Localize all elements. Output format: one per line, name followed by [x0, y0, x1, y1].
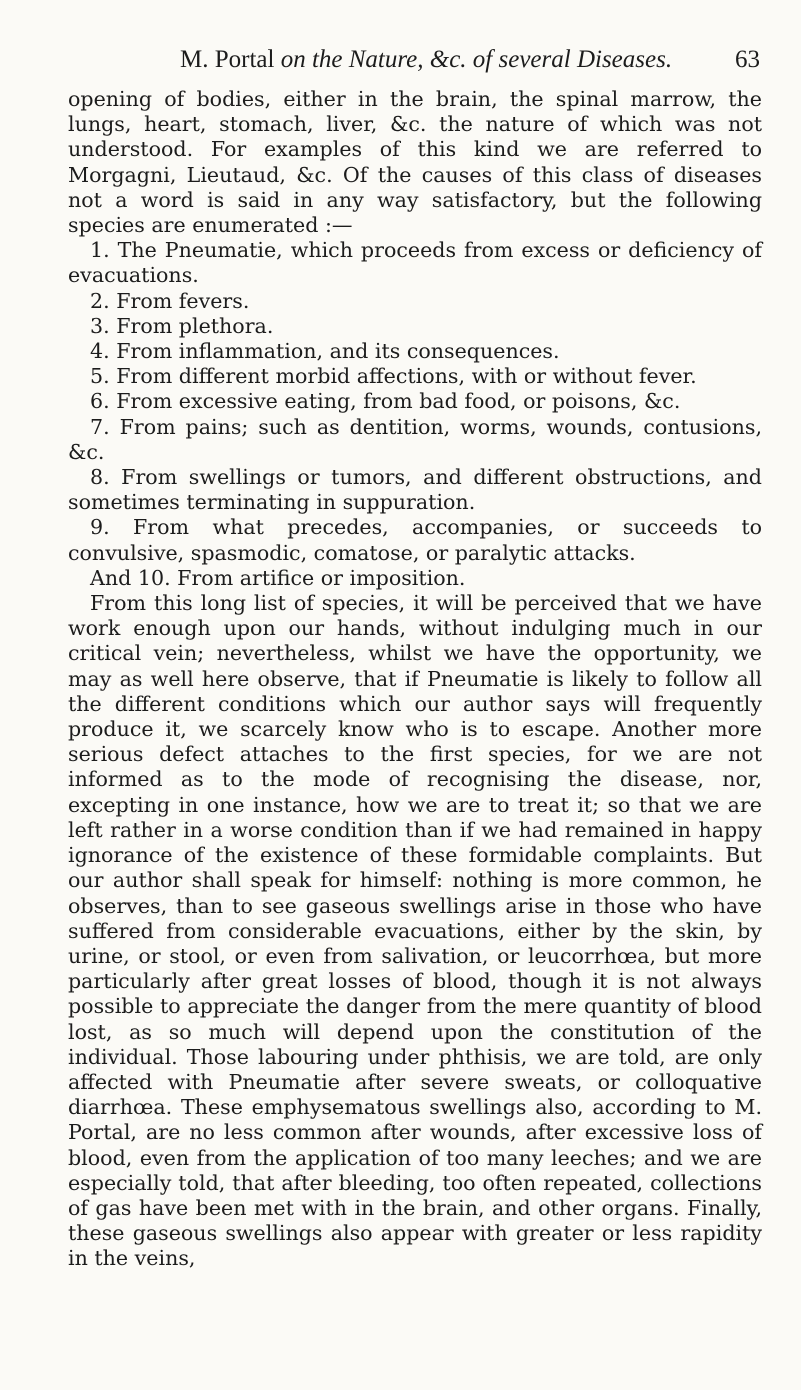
species-item-2: 2. From fevers. [90, 288, 250, 313]
species-item-10: And 10. From artifice or imposition. [90, 565, 466, 590]
running-head-author: M. Portal [180, 46, 275, 73]
species-item-5: 5. From different morbid affections, with or without fever. [90, 364, 697, 389]
page-number: 63 [735, 46, 760, 73]
body-text [68, 87, 762, 1272]
species-item-3: 3. From plethora. [90, 313, 274, 338]
species-item-6: 6. From excessive eating, from bad food, or poisons, &c. [90, 389, 681, 414]
running-head-title: on the Nature, &c. of several Diseases. [274, 46, 673, 73]
species-item-8: 8. From swellings or tumors, and different obstructions, and sometimes terminating in suppuration. [68, 465, 762, 515]
species-item-9: 9. From what precedes, accompanies, or succeeds to convulsive, spasmodic, comatose, or paralytic attacks. [68, 515, 762, 565]
species-item-7: 7. From pains; such as dentition, worms, wounds, contusions, &c. [68, 414, 762, 464]
species-item-4: 4. From inflammation, and its consequences. [90, 339, 560, 364]
species-item-1: 1. The Pneumatie, which proceeds from excess or deficiency of evacuations. [68, 238, 762, 288]
closing-paragraph: From this long list of species, it will be perceived that we have work enough upon our hands, without indulging much in our critical vein; nevertheless, whilst we have the opportunity, we may as well here observe, that if Pneumatie is likely to follow all the different conditions which our author says will frequently produce it, we scarcely know who is to escape. Another more serious defect attaches to the first species, for we are not informed as to the mode of recognising the disease, nor, excepting in one instance, how we are to treat it; so that we are left rather in a worse condition than if we had remained in happy ignorance of the existence of these formidable complaints. But our author shall speak for himself: nothing is more common, he observes, than to see gaseous swellings arise in those who have suffered from considerable evacuations, either by the skin, by urine, or stool, or even from salivation, or leucorrhœa, but more particularly after great losses of blood, though it is not always possible to appreciate the danger from the mere quantity of blood lost, as so much will depend upon the constitution of the individual. Those labouring under phthisis, we are told, are only affected with Pneumatie after severe sweats, or colloquative diarrhœa. These emphysematous swellings also, according to M. Portal, are no less common after wounds, after excessive loss of blood, even from the application of too many leeches; and we are especially told, that after bleeding, too often repeated, collections of gas have been met with in the brain, and other organs. Finally, these gaseous swellings also appear with greater or less rapidity in the veins, [68, 591, 762, 1271]
opening-paragraph: opening of bodies, either in the brain, the spinal marrow, the lungs, heart, stomach, liver, &c. the nature of which was not understood. For examples of this kind we are referred to Morgagni, Lieutaud, &c. Of the causes of this class of diseases not a word is said in any way satisfactory, but the following species are enumerated :— [68, 87, 762, 238]
running-head [180, 46, 672, 74]
